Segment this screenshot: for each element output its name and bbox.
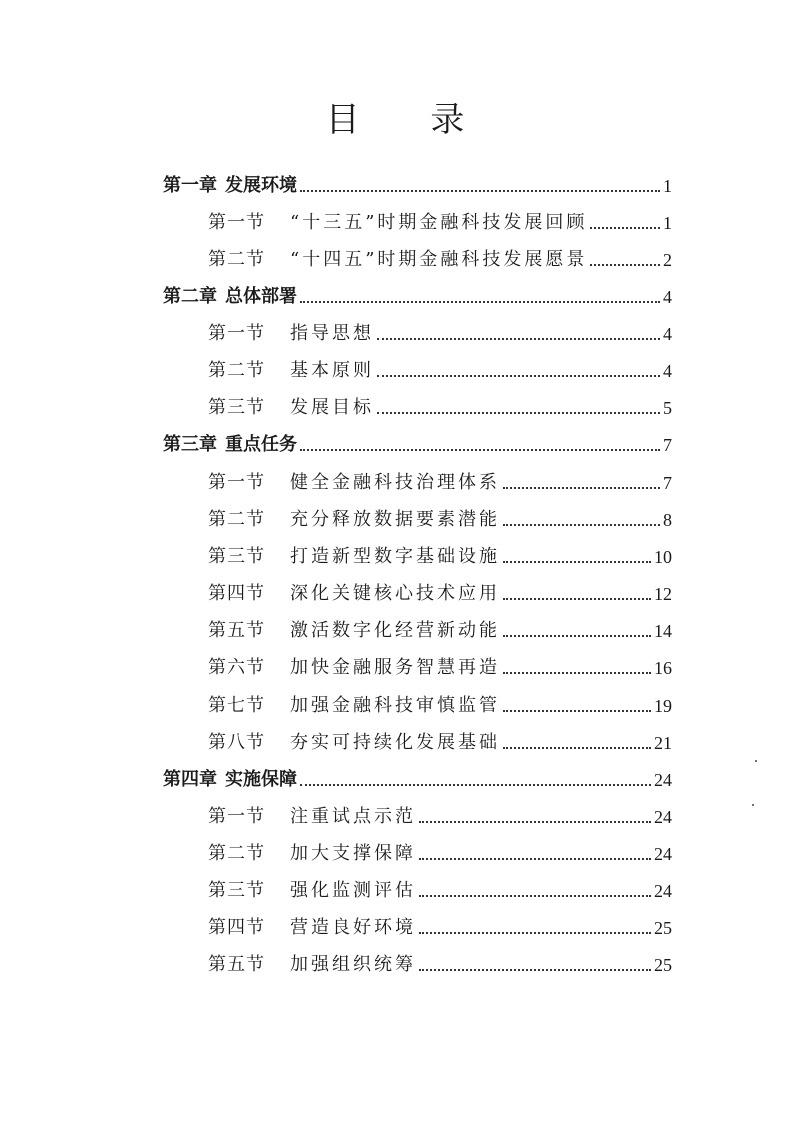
section-title: 强化监测评估 <box>290 880 416 901</box>
section-number: 第一节 <box>208 806 265 827</box>
page-number: 21 <box>654 733 672 753</box>
chapter-number: 第一章 <box>163 175 217 196</box>
toc-chapter-entry[interactable] <box>163 429 672 457</box>
section-title: 发展目标 <box>290 397 374 418</box>
entry-label <box>208 211 587 235</box>
page-number: 24 <box>654 881 672 901</box>
chapter-title: 发展环境 <box>225 175 297 196</box>
section-number: 第二节 <box>208 360 265 381</box>
section-number: 第三节 <box>208 546 265 567</box>
toc-chapter-entry[interactable] <box>163 281 672 309</box>
toc-section-entry[interactable] <box>208 355 672 383</box>
page-number: 4 <box>663 287 672 307</box>
section-title: 基本原则 <box>290 360 374 381</box>
dot-leader <box>503 747 651 749</box>
page-number: 25 <box>654 918 672 938</box>
section-title: 营造良好环境 <box>290 917 416 938</box>
section-number: 第七节 <box>208 695 265 716</box>
page-title: 目 录 <box>325 100 495 140</box>
chapter-title: 重点任务 <box>225 434 297 455</box>
section-number: 第八节 <box>208 732 265 753</box>
section-title: 注重试点示范 <box>290 806 416 827</box>
page-number: 25 <box>654 955 672 975</box>
dot-leader <box>590 227 660 229</box>
entry-label <box>208 248 587 272</box>
page-number: 24 <box>654 770 672 790</box>
entry-label <box>208 322 374 346</box>
toc-section-entry[interactable] <box>208 615 672 643</box>
entry-label <box>163 174 297 198</box>
dot-leader <box>503 710 651 712</box>
dot-leader <box>503 635 651 637</box>
entry-label <box>208 694 500 718</box>
page-number: 1 <box>663 213 672 233</box>
dot-leader <box>503 672 651 674</box>
entry-label <box>208 953 416 977</box>
dot-leader <box>419 858 651 860</box>
toc-section-entry[interactable] <box>208 949 672 977</box>
page-number: 12 <box>654 584 672 604</box>
dot-leader <box>503 561 651 563</box>
entry-label <box>163 768 297 792</box>
section-number: 第二节 <box>208 249 265 270</box>
section-title: 夯实可持续化发展基础 <box>290 732 500 753</box>
page-number: 7 <box>663 473 672 493</box>
page-number: 2 <box>663 250 672 270</box>
entry-label <box>208 879 416 903</box>
section-title: 加大支撑保障 <box>290 843 416 864</box>
page-number: 14 <box>654 621 672 641</box>
entry-label <box>208 656 500 680</box>
section-number: 第二节 <box>208 843 265 864</box>
dot-leader <box>590 264 660 266</box>
section-title: 深化关键核心技术应用 <box>290 583 500 604</box>
page-number: 1 <box>663 176 672 196</box>
toc-chapter-entry[interactable] <box>163 170 672 198</box>
entry-label <box>208 471 500 495</box>
entry-label <box>208 731 500 755</box>
dot-leader <box>419 932 651 934</box>
chapter-number: 第二章 <box>163 286 217 307</box>
page-number: 4 <box>663 361 672 381</box>
entry-label <box>208 359 374 383</box>
section-number: 第五节 <box>208 954 265 975</box>
chapter-number: 第四章 <box>163 769 217 790</box>
dot-leader <box>377 375 660 377</box>
toc-section-entry[interactable] <box>208 912 672 940</box>
dot-leader <box>419 969 651 971</box>
section-number: 第一节 <box>208 323 265 344</box>
toc-section-entry[interactable] <box>208 541 672 569</box>
toc-section-entry[interactable] <box>208 207 672 235</box>
section-number: 第一节 <box>208 472 265 493</box>
toc-section-entry[interactable] <box>208 652 672 680</box>
toc-chapter-entry[interactable] <box>163 764 672 792</box>
entry-label <box>163 285 297 309</box>
chapter-title: 总体部署 <box>225 286 297 307</box>
entry-label <box>163 433 297 457</box>
dot-leader <box>419 821 651 823</box>
page-number: 19 <box>654 696 672 716</box>
section-title: “十四五”时期金融科技发展愿景 <box>290 249 588 270</box>
page-number: 24 <box>654 807 672 827</box>
entry-label <box>208 582 500 606</box>
section-number: 第二节 <box>208 509 265 530</box>
section-title: 激活数字化经营新动能 <box>290 620 500 641</box>
toc-section-entry[interactable] <box>208 504 672 532</box>
dot-leader <box>300 449 660 451</box>
dot-leader <box>503 524 660 526</box>
entry-label <box>208 842 416 866</box>
scan-speck <box>752 804 754 806</box>
dot-leader <box>300 190 660 192</box>
section-title: 加强金融科技审慎监管 <box>290 695 500 716</box>
section-number: 第四节 <box>208 917 265 938</box>
section-title: 打造新型数字基础设施 <box>290 546 500 567</box>
dot-leader <box>377 412 660 414</box>
page-number: 4 <box>663 324 672 344</box>
scan-speck <box>755 760 757 762</box>
section-title: 加强组织统筹 <box>290 954 416 975</box>
toc-section-entry[interactable] <box>208 875 672 903</box>
section-number: 第三节 <box>208 397 265 418</box>
toc-section-entry[interactable] <box>208 801 672 829</box>
dot-leader <box>377 338 660 340</box>
dot-leader <box>419 895 651 897</box>
chapter-title: 实施保障 <box>225 769 297 790</box>
entry-label <box>208 619 500 643</box>
entry-label <box>208 916 416 940</box>
page-number: 7 <box>663 435 672 455</box>
toc-section-entry[interactable] <box>208 392 672 420</box>
dot-leader <box>300 301 660 303</box>
toc-section-entry[interactable] <box>208 690 672 718</box>
toc-section-entry[interactable] <box>208 838 672 866</box>
entry-label <box>208 805 416 829</box>
entry-label <box>208 396 374 420</box>
section-number: 第一节 <box>208 212 265 233</box>
dot-leader <box>503 598 651 600</box>
entry-label <box>208 545 500 569</box>
section-title: 加快金融服务智慧再造 <box>290 657 500 678</box>
section-title: 指导思想 <box>290 323 374 344</box>
page-number: 16 <box>654 658 672 678</box>
section-number: 第五节 <box>208 620 265 641</box>
page-number: 24 <box>654 844 672 864</box>
toc-section-entry[interactable] <box>208 318 672 346</box>
section-title: 健全金融科技治理体系 <box>290 472 500 493</box>
chapter-number: 第三章 <box>163 434 217 455</box>
section-title: “十三五”时期金融科技发展回顾 <box>290 212 588 233</box>
toc-section-entry[interactable] <box>208 727 672 755</box>
page-number: 10 <box>654 547 672 567</box>
toc-section-entry[interactable] <box>208 244 672 272</box>
toc-section-entry[interactable] <box>208 467 672 495</box>
page-number: 5 <box>663 398 672 418</box>
section-number: 第六节 <box>208 657 265 678</box>
page-number: 8 <box>663 510 672 530</box>
toc-section-entry[interactable] <box>208 578 672 606</box>
dot-leader <box>300 784 651 786</box>
entry-label <box>208 508 500 532</box>
section-number: 第四节 <box>208 583 265 604</box>
section-title: 充分释放数据要素潜能 <box>290 509 500 530</box>
dot-leader <box>503 487 660 489</box>
section-number: 第三节 <box>208 880 265 901</box>
